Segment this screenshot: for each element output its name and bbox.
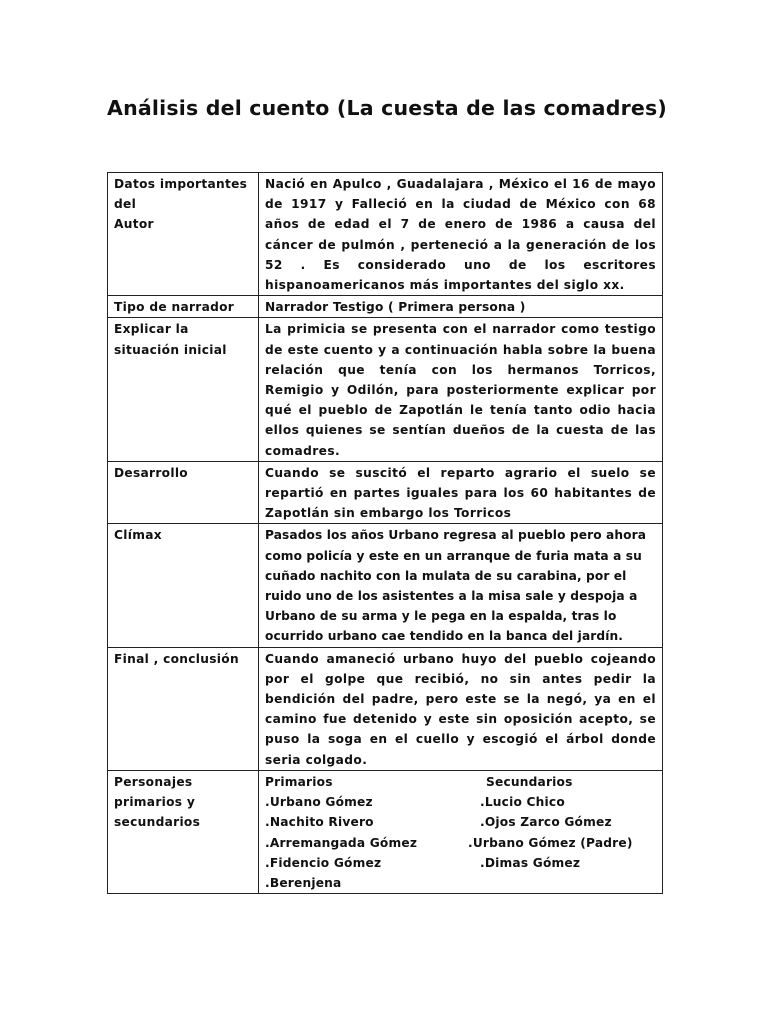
row-label-line: Autor: [114, 217, 154, 232]
row-label-line: Desarrollo: [114, 465, 188, 480]
row-label-line: del: [114, 197, 137, 212]
primary-character: .Fidencio Gómez: [265, 855, 382, 870]
primary-character: .Urbano Gómez: [265, 795, 373, 810]
table-row-development: [108, 461, 663, 524]
secondary-character: .Ojos Zarco Gómez: [480, 815, 612, 830]
secondary-character: .Urbano Gómez (Padre): [468, 835, 633, 850]
row-label-line: Explicar la: [114, 322, 189, 337]
secondary-character: .Lucio Chico: [480, 795, 565, 810]
document-title: Análisis del cuento (La cuesta de las comadres): [107, 96, 667, 120]
secondary-character: .Dimas Gómez: [480, 855, 581, 870]
characters-grid: [265, 772, 656, 893]
row-content: Cuando se suscitó el reparto agrario el suelo se repartió en partes iguales para los 60 habitantes de Zapotlán sin embargo los Torricos: [259, 461, 663, 524]
row-label-line: situación inicial: [114, 342, 227, 357]
row-label-line: Clímax: [114, 528, 162, 543]
row-label-line: Final , conclusión: [114, 651, 239, 666]
analysis-table: [107, 172, 663, 894]
primary-header: Primarios: [265, 774, 333, 789]
table-row-characters: [108, 770, 663, 893]
primary-character: .Arremangada Gómez: [265, 835, 418, 850]
primary-character: .Nachito Rivero: [265, 815, 374, 830]
table-row-author: [108, 173, 663, 296]
row-label: [108, 524, 259, 647]
row-label-line: Datos importantes: [114, 177, 248, 191]
row-label-line: primarios y: [114, 795, 196, 810]
table-row-climax: [108, 524, 663, 647]
row-label: [108, 647, 259, 770]
row-label-line: secundarios: [114, 815, 201, 830]
row-content: Cuando amaneció urbano huyo del pueblo cojeando por el golpe que recibió, no sin antes pedir la bendición del padre, pero este se la negó, ya en el camino fue detenido y este sin oposición acepto, se puso la soga en el cuello y escogió el árbol donde seria colgado.: [259, 647, 663, 770]
row-label-line: Personajes: [114, 774, 193, 789]
table-row-narrator: [108, 296, 663, 318]
secondary-header: Secundarios: [486, 774, 573, 789]
row-label: [108, 318, 259, 461]
table-row-initial-situation: [108, 318, 663, 461]
empty-cell: [468, 873, 656, 893]
row-content: La primicia se presenta con el narrador como testigo de este cuento y a continuación habla sobre la buena relación que tenía con los hermanos Torricos, Remigio y Odilón, para posteriormente explicar por qué el pueblo de Zapotlán le tenía tanto odio hacia ellos quienes se sentían dueños de la cuesta de las comadres.: [259, 318, 663, 461]
row-label: [108, 770, 259, 893]
row-label: [108, 461, 259, 524]
row-content: Narrador Testigo ( Primera persona ): [259, 296, 663, 318]
table-row-conclusion: [108, 647, 663, 770]
primary-character: .Berenjena: [265, 875, 342, 890]
row-label: [108, 173, 259, 296]
row-label: [108, 296, 259, 318]
row-content: Pasados los años Urbano regresa al pueblo pero ahora como policía y este en un arranque de furia mata a su cuñado nachito con la mulata de su carabina, por el ruido uno de los asistentes a la misa sale y despoja a Urbano de su arma y le pega en la espalda, tras lo ocurrido urbano cae tendido en la banca del jardín.: [259, 524, 663, 647]
row-label-line: Tipo de narrador: [114, 300, 235, 315]
characters-cell: [259, 770, 663, 893]
row-content: Nació en Apulco , Guadalajara , México el 16 de mayo de 1917 y Falleció en la ciudad de México con 68 años de edad el 7 de enero de 1986 a causa del cáncer de pulmón , perteneció a la generación de los 52 . Es considerado uno de los escritores hispanoamericanos más importantes del siglo xx.: [259, 173, 663, 296]
